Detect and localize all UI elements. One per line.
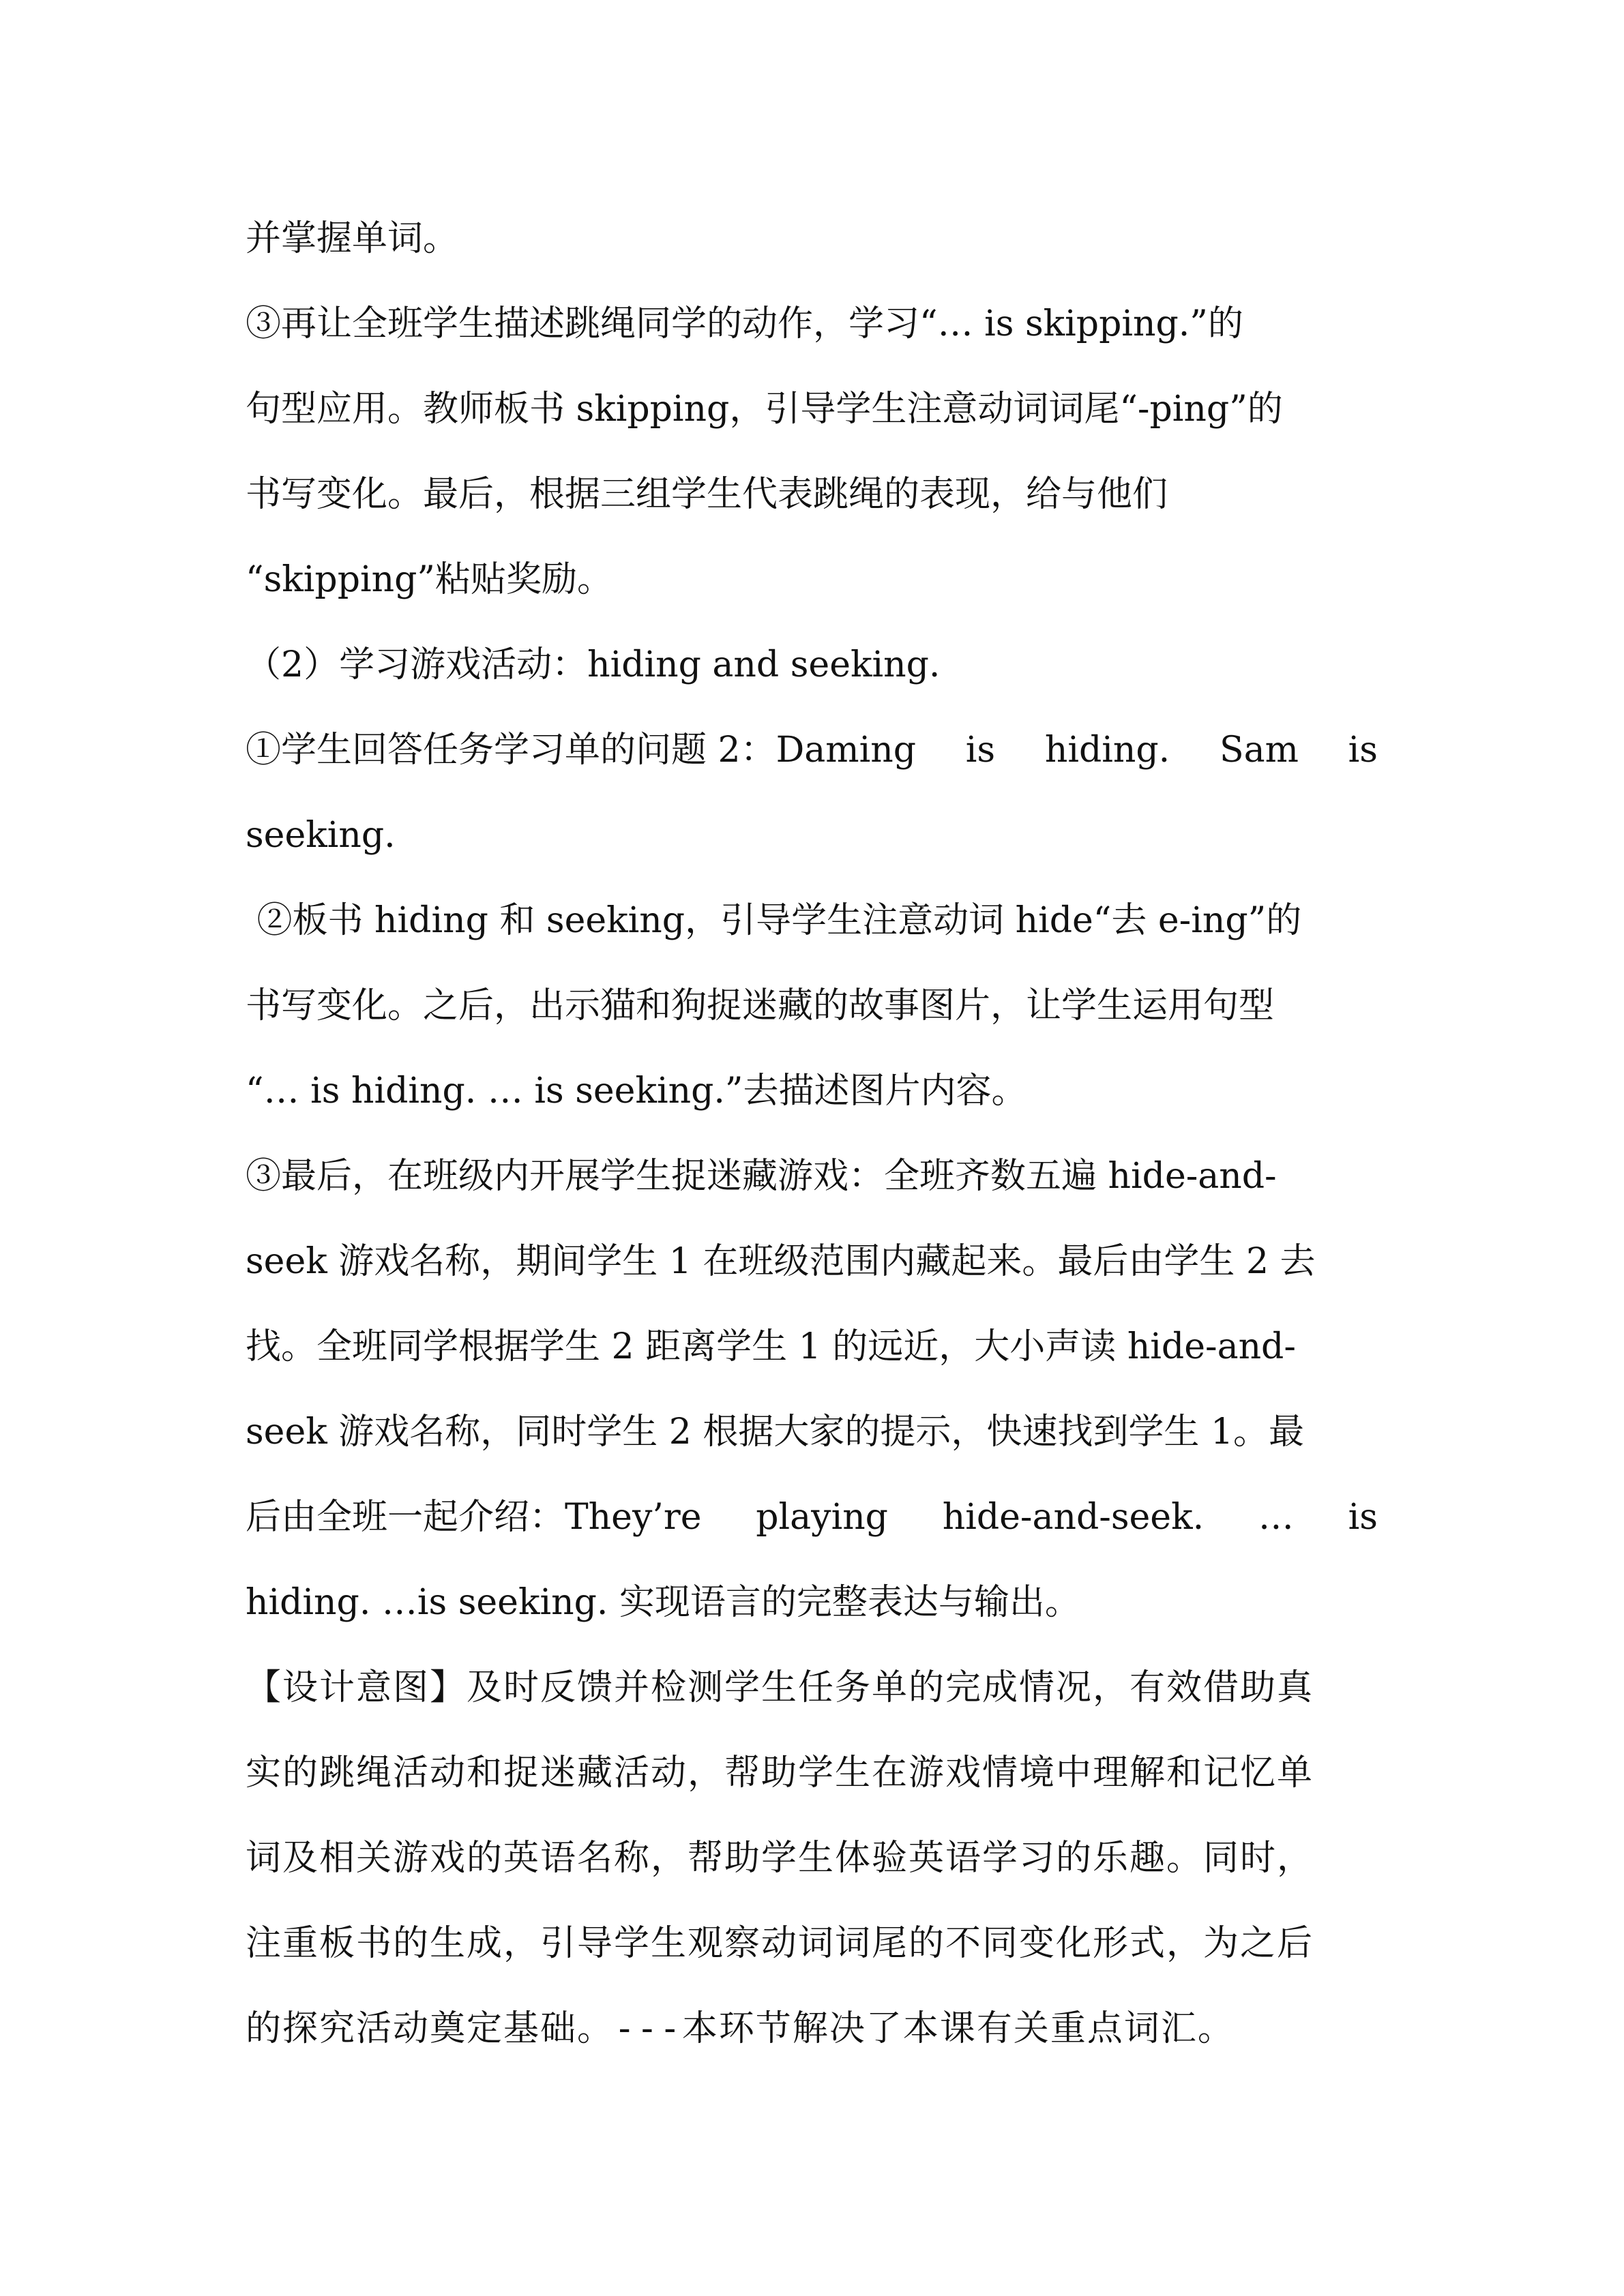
- text-line: “skipping”粘贴奖励。: [246, 559, 612, 600]
- text-line: （2）学习游戏活动：hiding and seeking.: [246, 644, 941, 685]
- text-segment: 后由全班一起介绍：They’re: [246, 1497, 702, 1538]
- text-segment: Sam: [1219, 730, 1299, 771]
- text-segment: is: [965, 730, 996, 771]
- text-line: 书写变化。最后，根据三组学生代表跳绳的表现，给与他们: [246, 474, 1168, 515]
- text-line: 句型应用。教师板书 skipping，引导学生注意动词词尾“-ping”的: [246, 389, 1283, 430]
- text-line: [246, 1490, 1378, 1545]
- text-segment: playing: [756, 1497, 888, 1538]
- text-line: 书写变化。之后，出示猫和狗捉迷藏的故事图片，让学生运用句型: [246, 985, 1275, 1026]
- text-line: seeking.: [246, 815, 396, 856]
- text-line: seek 游戏名称，期间学生 1 在班级范围内藏起来。最后由学生 2 去: [246, 1241, 1316, 1282]
- text-segment: ①学生回答任务学习单的问题 2：Daming: [246, 730, 917, 771]
- text-line: “… is hiding. … is seeking.”去描述图片内容。: [246, 1071, 1027, 1112]
- design-intent-line: 实的跳绳活动和捉迷藏活动，帮助学生在游戏情境中理解和记忆单: [246, 1753, 1314, 1793]
- text-line: 并掌握单词。: [246, 218, 459, 259]
- design-intent-line: 注重板书的生成，引导学生观察动词词尾的不同变化形式，为之后: [246, 1923, 1314, 1964]
- design-intent-line: 【设计意图】及时反馈并检测学生任务单的完成情况，有效借助真: [246, 1667, 1314, 1708]
- text-line: ③最后，在班级内开展学生捉迷藏游戏：全班齐数五遍 hide-and-: [246, 1156, 1277, 1197]
- text-line: 找。全班同学根据学生 2 距离学生 1 的远近，大小声读 hide-and-: [246, 1326, 1296, 1367]
- text-line: seek 游戏名称，同时学生 2 根据大家的提示，快速找到学生 1。最: [246, 1412, 1305, 1452]
- text-line: ③再让全班学生描述跳绳同学的动作，学习“… is skipping.”的: [246, 303, 1243, 344]
- text-line: ②板书 hiding 和 seeking，引导学生注意动词 hide“去 e-ing”的: [246, 900, 1302, 941]
- text-line: hiding. …is seeking. 实现语言的完整表达与输出。: [246, 1582, 1080, 1623]
- design-intent-line: 的探究活动奠定基础。---本环节解决了本课有关重点词汇。: [246, 2008, 1235, 2049]
- text-segment: is: [1348, 1497, 1378, 1538]
- text-line: [246, 723, 1378, 777]
- text-segment: is: [1348, 730, 1378, 771]
- text-segment: hide-and-seek.: [942, 1497, 1205, 1538]
- design-intent-line: 词及相关游戏的英语名称，帮助学生体验英语学习的乐趣。同时，: [246, 1838, 1314, 1879]
- text-segment: …: [1258, 1497, 1294, 1538]
- text-segment: hiding.: [1044, 730, 1170, 771]
